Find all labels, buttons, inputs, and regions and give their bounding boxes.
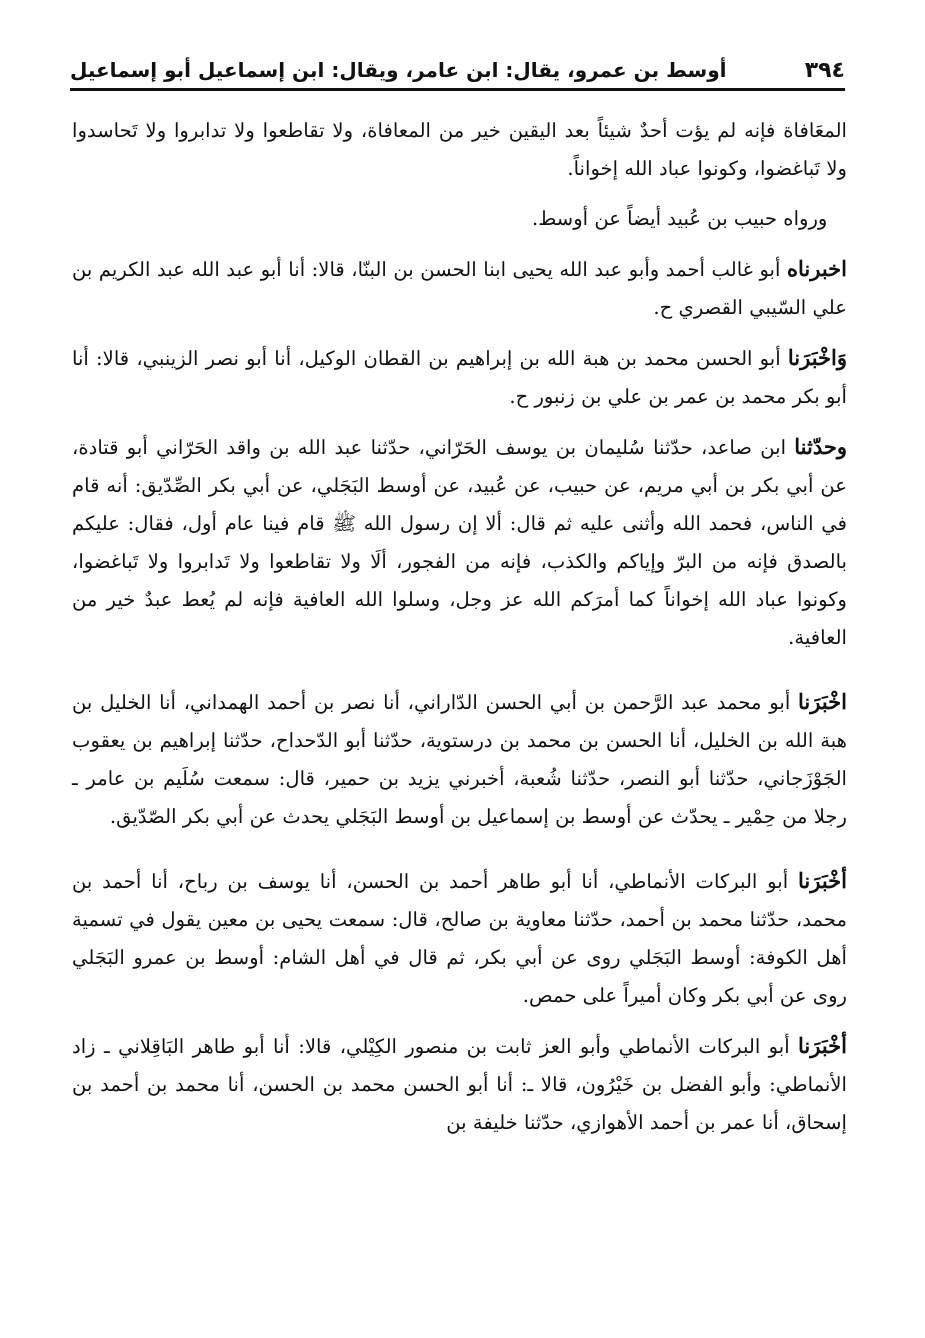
- isnad-lead: وحدّثنا: [794, 434, 848, 459]
- paragraph-text: أبو غالب أحمد وأبو عبد الله يحيى ابنا الحسن بن البنّا، قالا: أنا أبو عبد الله عبد الكريم بن علي السّيبي القصري ح.: [72, 258, 847, 319]
- paragraph-3: [72, 250, 847, 327]
- paragraph-text: أبو البركات الأنماطي وأبو العز ثابت بن منصور الكِيْلي، قالا: أنا أبو طاهر البَاقِلاني ـ زاد الأنماطي: وأبو الفضل بن خَيْرُون، قالا ـ: أنا أبو الحسن محمد بن الحسن، أنا محمد بن أحمد بن إسحاق، أنا عمر بن أحمد الأهوازي، حدّثنا خليفة بن: [72, 1035, 847, 1134]
- paragraph-7: [72, 862, 847, 1015]
- paragraph-text: أبو البركات الأنماطي، أنا أبو طاهر أحمد بن الحسن، أنا يوسف بن رباح، أنا أحمد بن محمد، حدّثنا محمد بن أحمد، حدّثنا معاوية بن صالح، قال: سمعت يحيى بن معين يقول في تسمية أهل الكوفة: أوسط البَجَلي روى عن أبي بكر، ثم قال في أهل الشام: أوسط بن عمرو البَجَلي روى عن أبي بكر وكان أميراً على حمص.: [72, 870, 847, 1007]
- isnad-lead: أخْبَرَنا: [798, 868, 847, 893]
- paragraph-8: [72, 1027, 847, 1142]
- isnad-lead: أخْبَرَنا: [798, 1033, 847, 1058]
- page-body: [72, 112, 847, 1308]
- paragraph-text: أبو محمد عبد الرَّحمن بن أبي الحسن الدّاراني، أنا نصر بن أحمد الهمداني، أنا الخليل بن هبة الله بن الخليل، أنا الحسن بن محمد بن درستوية، حدّثنا أبو الدّحداح، حدّثنا إبراهيم بن يعقوب الجَوْزَجاني، حدّثنا أبو النصر، حدّثنا شُعبة، أخبرني يزيد بن حمير، قال: سمعت سُلَيم بن عامر ـ رجلا من حِمْير ـ يحدّث عن أوسط بن إسماعيل بن أوسط البَجَلي يحدث عن أبي بكر الصّدّيق.: [72, 691, 847, 828]
- paragraph-text: ابن صاعد، حدّثنا سُليمان بن يوسف الحَرّاني، حدّثنا عبد الله بن واقد الحَرّاني أبو قتادة، عن أبي بكر بن أبي مريم، عن حبيب، عن عُبيد، عن أوسط البَجَلي، عن أبي بكر الصِّدّيق: أنه قام في الناس، فحمد الله وأثنى عليه ثم قال: ألا إن رسول الله ﷺ قام فينا عام أول، فقال: عليكم بالصدق فإنه من البرّ وإياكم والكذب، فإنه من الفجور، ألَا ولا تقاطعوا ولا تَدابروا ولا تَباغضوا، وكونوا عباد الله إخواناً كما أمرَكم الله عز وجل، وسلوا الله العافية فإنه لم يُعط عبدٌ خير من العافية.: [72, 436, 847, 649]
- paragraph-text: ورواه حبيب بن عُبيد أيضاً عن أوسط.: [531, 207, 828, 230]
- isnad-lead: اخبرناه: [787, 256, 847, 281]
- page-header: [70, 52, 845, 91]
- isnad-lead: وَاخْبَرَنا: [787, 345, 848, 370]
- paragraph-2: [72, 200, 847, 238]
- paragraph-1: [72, 112, 847, 188]
- paragraph-text: المعَافاة فإنه لم يؤت أحدٌ شيئاً بعد اليقين خير من المعافاة، ولا تقاطعوا ولا تدابروا ولا تَحاسدوا ولا تَباغضوا، وكونوا عباد الله إخواناً.: [72, 119, 847, 180]
- page-number: ٣٩٤: [804, 57, 845, 83]
- isnad-lead: اخْبَرَنا: [798, 689, 847, 714]
- paragraph-5: [72, 428, 847, 657]
- paragraph-text: أبو الحسن محمد بن هبة الله بن إبراهيم بن القطان الوكيل، أنا أبو نصر الزينبي، قالا: أنا أبو بكر محمد بن عمر بن علي بن زنبور ح.: [72, 347, 847, 408]
- running-title: أوسط بن عمرو، يقال: ابن عامر، ويقال: ابن إسماعيل أبو إسماعيل: [70, 58, 727, 82]
- paragraph-6: [72, 683, 847, 836]
- paragraph-4: [72, 339, 847, 416]
